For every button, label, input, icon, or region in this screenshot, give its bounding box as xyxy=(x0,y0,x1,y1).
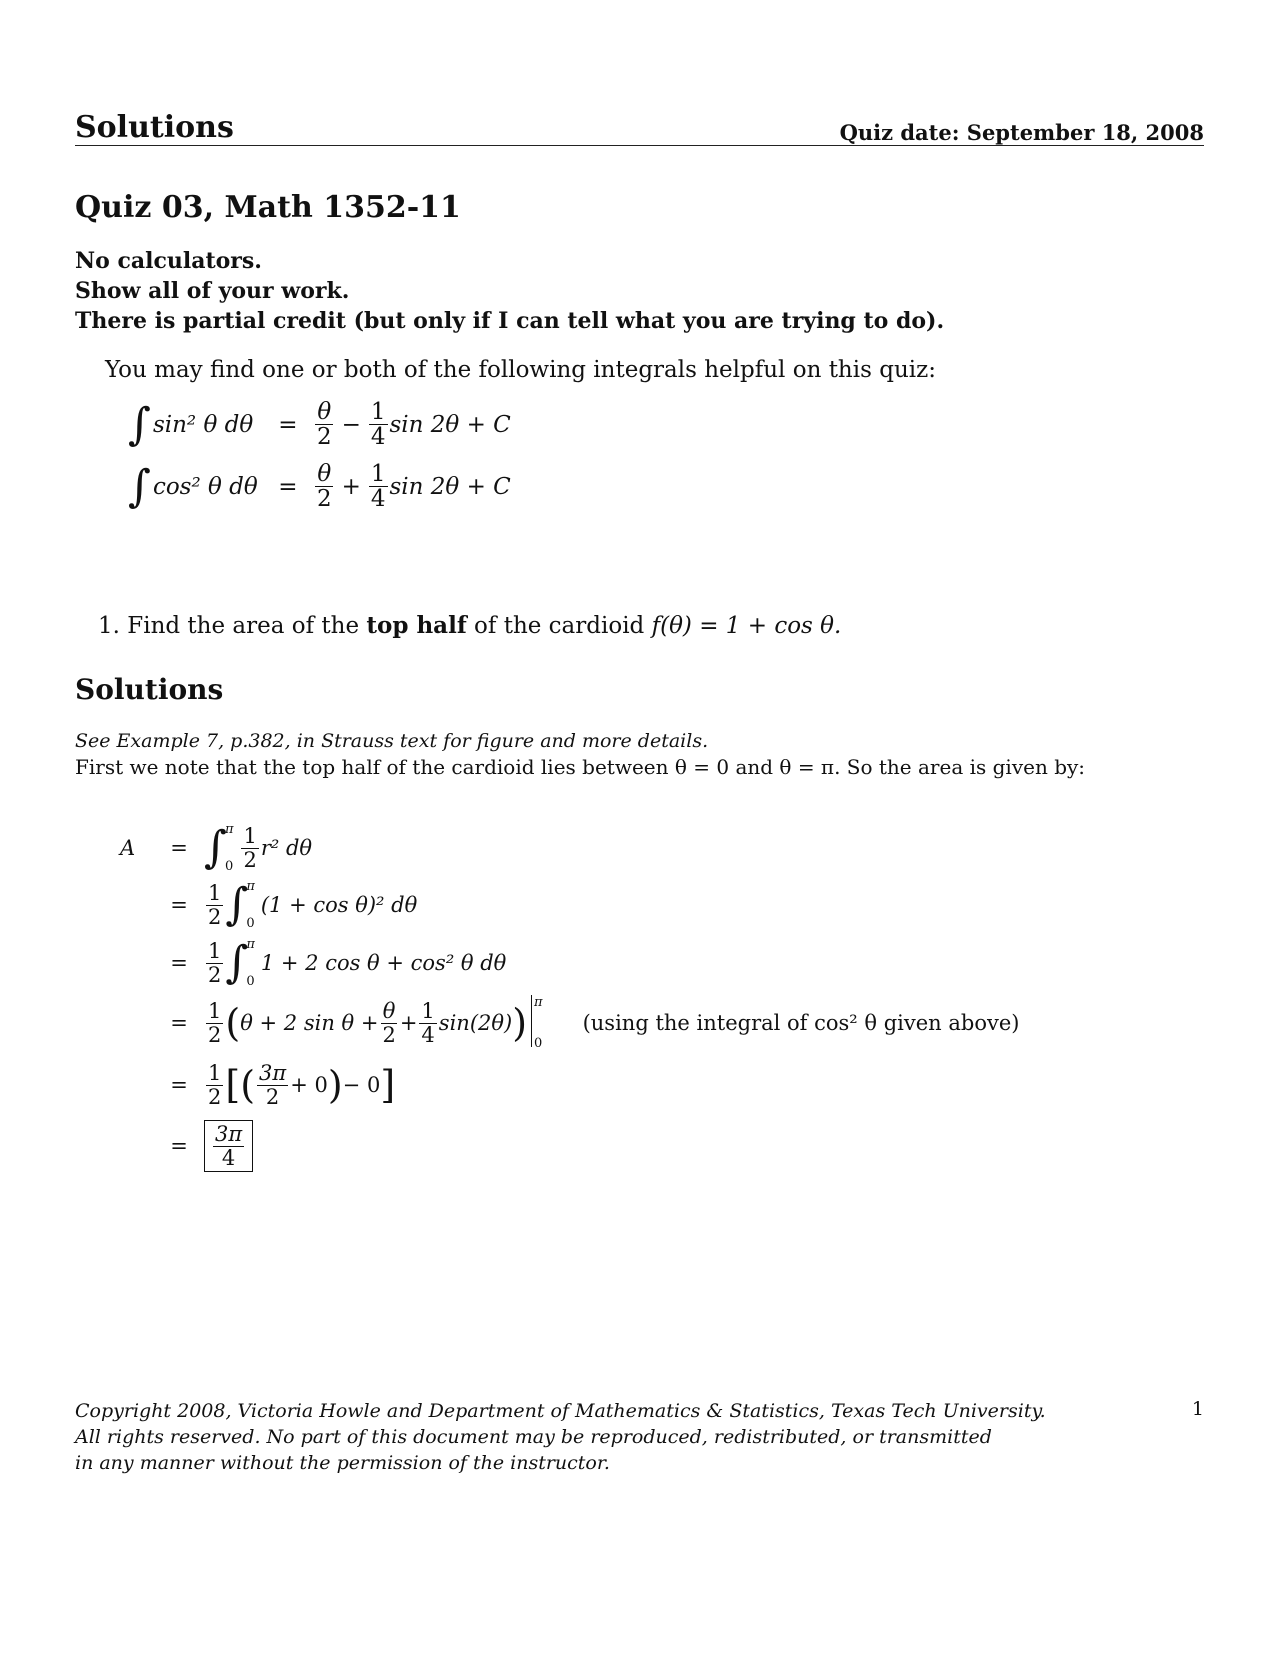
derivation xyxy=(120,820,1019,1176)
step-expr: + 0 xyxy=(290,1073,328,1097)
question-text: Find the area of the xyxy=(127,613,360,639)
formula-tail: sin 2θ + C xyxy=(389,411,511,438)
equals-sign: = xyxy=(278,473,298,500)
integral-sign: ∫ xyxy=(128,460,151,512)
integral-sign: ∫ xyxy=(225,937,249,989)
formula-integrand: sin² θ dθ xyxy=(152,411,254,438)
instruction-line: There is partial credit (but only if I can tell what you are trying to do). xyxy=(75,308,945,334)
paren-close: ) xyxy=(327,1062,343,1107)
page-title: Quiz 03, Math 1352-11 xyxy=(75,190,461,225)
fraction: $\frac{\theta}{2}$ xyxy=(382,999,396,1047)
fraction: $\frac{1}{2}$ xyxy=(208,881,222,929)
header-quiz-date: Quiz date: September 18, 2008 xyxy=(839,120,1204,145)
footer-line: in any manner without the permission of the instructor. xyxy=(75,1452,610,1474)
bracket-open: [ xyxy=(225,1062,241,1107)
final-answer-box xyxy=(204,1120,253,1171)
question-text: of the cardioid xyxy=(474,613,645,639)
intro-text: You may find one or both of the following integrals helpful on this quiz: xyxy=(105,357,936,383)
equals-sign: = xyxy=(170,951,188,975)
equals-sign: = xyxy=(170,893,188,917)
equals-sign: = xyxy=(170,836,188,860)
equals-sign: = xyxy=(170,1073,188,1097)
area-symbol: A xyxy=(120,836,136,860)
question-1 xyxy=(98,612,841,639)
fraction: $\frac{\theta}{2}$ xyxy=(316,461,332,513)
step-expr: θ + 2 sin θ + xyxy=(240,1011,379,1035)
question-formula: f(θ) = 1 + cos θ. xyxy=(651,613,842,639)
integral-sign: ∫ xyxy=(225,879,249,931)
formula-tail: sin 2θ + C xyxy=(389,473,511,500)
step-expr: 1 + 2 cos θ + cos² θ dθ xyxy=(260,951,507,975)
integral-formula-cos xyxy=(128,462,511,511)
derivation-step xyxy=(120,876,1019,934)
derivation-step xyxy=(120,934,1019,992)
fraction: $\frac{\theta}{2}$ xyxy=(316,399,332,451)
page-number: 1 xyxy=(1191,1398,1204,1420)
first-note: First we note that the top half of the cardioid lies between θ = 0 and θ = π. So the area is given by: xyxy=(75,755,1086,779)
equals-sign: = xyxy=(170,1011,188,1035)
paren-open: ( xyxy=(225,1000,241,1045)
header-left: Solutions xyxy=(75,110,234,145)
bracket-close: ] xyxy=(380,1062,396,1107)
derivation-step xyxy=(120,1054,1019,1116)
footer-line: All rights reserved. No part of this document may be reproduced, redistributed, or transmitted xyxy=(75,1426,992,1448)
header-rule xyxy=(75,145,1204,146)
equals-sign: = xyxy=(278,411,298,438)
copyright-footer xyxy=(75,1398,1046,1476)
derivation-step: = $\frac{1}{2}$ ( θ + 2 sin θ + $\frac{\theta}{2}$ + $\frac{1}{4}$ sin(2θ) ) π 0 (using the integral of cos² θ given above) xyxy=(120,992,1019,1054)
integral-formula-sin xyxy=(128,400,511,449)
step-expr: − 0 xyxy=(342,1073,381,1097)
fraction: $\frac{1}{4}$ xyxy=(421,999,435,1047)
fraction: $\frac{3\pi}{2}$ xyxy=(259,1061,287,1109)
question-number: 1. xyxy=(98,613,120,639)
solutions-heading: Solutions xyxy=(75,673,224,706)
step-expr: r² dθ xyxy=(260,836,313,860)
question-bold: top half xyxy=(366,612,467,639)
integral-bounds: π 0 xyxy=(246,937,255,989)
operator: + xyxy=(341,473,361,500)
integral-sign: ∫ xyxy=(204,822,227,874)
footer-line: Copyright 2008, Victoria Howle and Department of Mathematics & Statistics, Texas Tech University. xyxy=(75,1400,1046,1422)
integral-bounds: π 0 xyxy=(246,879,255,931)
paren-close: ) xyxy=(512,1000,528,1045)
step-expr: (1 + cos θ)² dθ xyxy=(260,893,418,917)
fraction: $\frac{1}{2}$ xyxy=(208,1061,222,1109)
fraction: $\frac{1}{2}$ xyxy=(208,939,222,987)
derivation-step xyxy=(120,820,1019,876)
integral-sign: ∫ xyxy=(128,398,151,450)
operator: − xyxy=(341,411,361,438)
step-note: (using the integral of cos² θ given above) xyxy=(582,1011,1020,1035)
step-expr: sin(2θ) xyxy=(438,1011,513,1035)
equals-sign: = xyxy=(170,1134,188,1158)
integral-bounds: π 0 xyxy=(224,822,234,874)
fraction: $\frac{1}{2}$ xyxy=(243,824,257,872)
evaluation-bar: π 0 xyxy=(527,995,543,1051)
fraction: $\frac{1}{2}$ xyxy=(208,999,222,1047)
fraction: $\frac{1}{4}$ xyxy=(370,399,386,451)
formula-integrand: cos² θ dθ xyxy=(152,473,258,500)
instruction-line: No calculators. xyxy=(75,248,262,274)
fraction: $\frac{3\pi}{4}$ xyxy=(215,1122,243,1170)
see-example-note: See Example 7, p.382, in Strauss text for figure and more details. xyxy=(75,730,709,752)
fraction: $\frac{1}{4}$ xyxy=(370,461,386,513)
paren-open: ( xyxy=(240,1062,256,1107)
derivation-step xyxy=(120,1116,1019,1176)
instruction-line: Show all of your work. xyxy=(75,278,350,304)
